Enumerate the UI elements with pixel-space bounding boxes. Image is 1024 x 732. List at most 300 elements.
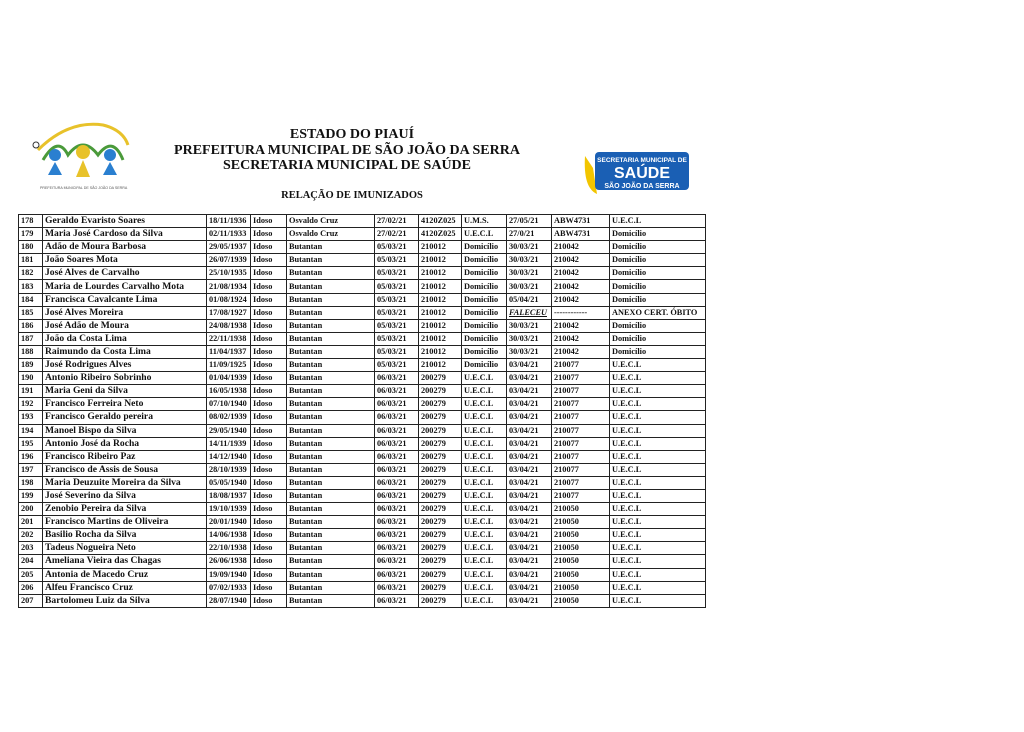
dose1-lot-cell: 4120Z025 — [419, 215, 462, 228]
patient-name-cell: João da Costa Lima — [43, 332, 207, 345]
dose1-date-cell: 05/03/21 — [375, 332, 419, 345]
dose1-location-cell: U.E.C.L — [462, 411, 507, 424]
dose1-date-cell: 06/03/21 — [375, 568, 419, 581]
patient-name-cell: Maria Deuzuite Moreira da Silva — [43, 476, 207, 489]
dose2-lot-cell: 210077 — [552, 398, 610, 411]
dose2-lot-cell: 210077 — [552, 463, 610, 476]
dose1-lot-cell: 200279 — [419, 385, 462, 398]
dose1-lot-cell: 200279 — [419, 411, 462, 424]
dose1-lot-cell: 210012 — [419, 280, 462, 293]
dose1-date-cell: 05/03/21 — [375, 306, 419, 319]
dose2-date-cell: 03/04/21 — [507, 372, 552, 385]
group-cell: Idoso — [251, 476, 287, 489]
dose1-date-cell: 05/03/21 — [375, 359, 419, 372]
vaccine-maker-cell: Butantan — [287, 581, 375, 594]
dose2-date-cell: 03/04/21 — [507, 489, 552, 502]
group-cell: Idoso — [251, 306, 287, 319]
dose1-location-cell: U.E.C.L — [462, 555, 507, 568]
patient-name-cell: Maria de Lourdes Carvalho Mota — [43, 280, 207, 293]
dose1-date-cell: 06/03/21 — [375, 411, 419, 424]
table-row — [19, 385, 706, 398]
vaccine-maker-cell: Butantan — [287, 503, 375, 516]
dose2-lot-cell: 210050 — [552, 542, 610, 555]
row-number-cell: 197 — [19, 463, 43, 476]
group-cell: Idoso — [251, 411, 287, 424]
table-row — [19, 463, 706, 476]
dose2-date-cell: 03/04/21 — [507, 411, 552, 424]
birth-date-cell: 22/11/1938 — [207, 332, 251, 345]
patient-name-cell: Francisco Ferreira Neto — [43, 398, 207, 411]
dose2-location-cell: U.E.C.L — [610, 568, 706, 581]
dose2-location-cell: U.E.C.L — [610, 542, 706, 555]
group-cell: Idoso — [251, 489, 287, 502]
dose2-date-cell: 03/04/21 — [507, 529, 552, 542]
patient-name-cell: Ameliana Vieira das Chagas — [43, 555, 207, 568]
dose2-lot-cell: 210042 — [552, 319, 610, 332]
patient-name-cell: Alfeu Francisco Cruz — [43, 581, 207, 594]
dose2-location-cell: U.E.C.L — [610, 450, 706, 463]
dose1-date-cell: 06/03/21 — [375, 398, 419, 411]
group-cell: Idoso — [251, 503, 287, 516]
birth-date-cell: 16/05/1938 — [207, 385, 251, 398]
row-number-cell: 191 — [19, 385, 43, 398]
vaccine-maker-cell: Butantan — [287, 568, 375, 581]
dose2-lot-cell: 210050 — [552, 594, 610, 607]
birth-date-cell: 21/08/1934 — [207, 280, 251, 293]
table-row — [19, 555, 706, 568]
dose1-lot-cell: 200279 — [419, 568, 462, 581]
birth-date-cell: 28/07/1940 — [207, 594, 251, 607]
patient-name-cell: José Rodrigues Alves — [43, 359, 207, 372]
dose2-location-cell: U.E.C.L — [610, 581, 706, 594]
dose2-lot-cell: ------------ — [552, 306, 610, 319]
dose2-lot-cell: 210077 — [552, 476, 610, 489]
dose1-location-cell: U.E.C.L — [462, 450, 507, 463]
dose1-date-cell: 06/03/21 — [375, 424, 419, 437]
dose1-date-cell: 05/03/21 — [375, 280, 419, 293]
row-number-cell: 195 — [19, 437, 43, 450]
table-row — [19, 332, 706, 345]
dose1-lot-cell: 210012 — [419, 254, 462, 267]
dose2-location-cell: U.E.C.L — [610, 529, 706, 542]
dose1-date-cell: 05/03/21 — [375, 293, 419, 306]
dose2-date-cell: 30/03/21 — [507, 241, 552, 254]
row-number-cell: 199 — [19, 489, 43, 502]
dose2-lot-cell: 210042 — [552, 267, 610, 280]
dose1-location-cell: Domicílio — [462, 267, 507, 280]
dose2-location-cell: Domicílio — [610, 254, 706, 267]
patient-name-cell: Antonio José da Rocha — [43, 437, 207, 450]
vaccine-maker-cell: Butantan — [287, 372, 375, 385]
dose1-date-cell: 06/03/21 — [375, 385, 419, 398]
birth-date-cell: 01/04/1939 — [207, 372, 251, 385]
row-number-cell: 192 — [19, 398, 43, 411]
row-number-cell: 196 — [19, 450, 43, 463]
row-number-cell: 202 — [19, 529, 43, 542]
group-cell: Idoso — [251, 555, 287, 568]
dose1-location-cell: Domicílio — [462, 280, 507, 293]
dose1-lot-cell: 200279 — [419, 450, 462, 463]
vaccine-maker-cell: Butantan — [287, 476, 375, 489]
dose2-lot-cell: 210050 — [552, 555, 610, 568]
row-number-cell: 187 — [19, 332, 43, 345]
dose2-location-cell: U.E.C.L — [610, 385, 706, 398]
patient-name-cell: Maria Geni da Silva — [43, 385, 207, 398]
group-cell: Idoso — [251, 359, 287, 372]
table-row — [19, 398, 706, 411]
dose2-location-cell: U.E.C.L — [610, 463, 706, 476]
dose1-location-cell: Domicílio — [462, 359, 507, 372]
birth-date-cell: 26/07/1939 — [207, 254, 251, 267]
table-row — [19, 424, 706, 437]
table-row — [19, 306, 706, 319]
dose2-location-cell: U.E.C.L — [610, 398, 706, 411]
patient-name-cell: José Severino da Silva — [43, 489, 207, 502]
dose2-date-cell: 30/03/21 — [507, 319, 552, 332]
health-secretariat-logo — [583, 148, 693, 198]
patient-name-cell: Basilio Rocha da Silva — [43, 529, 207, 542]
table-row — [19, 254, 706, 267]
table-row — [19, 280, 706, 293]
vaccine-maker-cell: Butantan — [287, 437, 375, 450]
vaccine-maker-cell: Butantan — [287, 555, 375, 568]
patient-name-cell: Francisco Ribeiro Paz — [43, 450, 207, 463]
dose1-location-cell: U.E.C.L — [462, 463, 507, 476]
birth-date-cell: 20/01/1940 — [207, 516, 251, 529]
dose1-date-cell: 06/03/21 — [375, 594, 419, 607]
dose1-date-cell: 06/03/21 — [375, 503, 419, 516]
dose1-lot-cell: 200279 — [419, 476, 462, 489]
row-number-cell: 185 — [19, 306, 43, 319]
birth-date-cell: 02/11/1933 — [207, 228, 251, 241]
dose1-lot-cell: 210012 — [419, 319, 462, 332]
dose1-date-cell: 05/03/21 — [375, 254, 419, 267]
dose1-location-cell: Domicílio — [462, 345, 507, 358]
dose1-location-cell: U.E.C.L — [462, 385, 507, 398]
patient-name-cell: Francisco de Assis de Sousa — [43, 463, 207, 476]
vaccine-maker-cell: Butantan — [287, 306, 375, 319]
dose2-date-cell: 05/04/21 — [507, 293, 552, 306]
patient-name-cell: José Alves Moreira — [43, 306, 207, 319]
birth-date-cell: 11/04/1937 — [207, 345, 251, 358]
dose1-date-cell: 06/03/21 — [375, 542, 419, 555]
dose2-date-cell: 03/04/21 — [507, 450, 552, 463]
table-row — [19, 215, 706, 228]
table-row — [19, 359, 706, 372]
dose1-lot-cell: 200279 — [419, 555, 462, 568]
table-row — [19, 241, 706, 254]
birth-date-cell: 11/09/1925 — [207, 359, 251, 372]
dose2-date-cell: 03/04/21 — [507, 437, 552, 450]
dose1-lot-cell: 200279 — [419, 594, 462, 607]
group-cell: Idoso — [251, 398, 287, 411]
dose1-date-cell: 05/03/21 — [375, 267, 419, 280]
table-row — [19, 503, 706, 516]
vaccine-maker-cell: Butantan — [287, 280, 375, 293]
row-number-cell: 203 — [19, 542, 43, 555]
table-row — [19, 489, 706, 502]
birth-date-cell: 14/12/1940 — [207, 450, 251, 463]
dose2-location-cell: Domicílio — [610, 319, 706, 332]
dose1-location-cell: U.E.C.L — [462, 476, 507, 489]
dose1-lot-cell: 200279 — [419, 581, 462, 594]
group-cell: Idoso — [251, 568, 287, 581]
row-number-cell: 204 — [19, 555, 43, 568]
patient-name-cell: Francisca Cavalcante Lima — [43, 293, 207, 306]
dose1-location-cell: U.E.C.L — [462, 228, 507, 241]
vaccine-maker-cell: Butantan — [287, 332, 375, 345]
patient-name-cell: Adão de Moura Barbosa — [43, 241, 207, 254]
group-cell: Idoso — [251, 215, 287, 228]
table-row — [19, 581, 706, 594]
vaccine-maker-cell: Butantan — [287, 529, 375, 542]
vaccine-maker-cell: Butantan — [287, 398, 375, 411]
group-cell: Idoso — [251, 463, 287, 476]
group-cell: Idoso — [251, 293, 287, 306]
dose1-lot-cell: 210012 — [419, 306, 462, 319]
dose2-date-cell: 03/04/21 — [507, 555, 552, 568]
dose2-date-cell: 30/03/21 — [507, 254, 552, 267]
dose1-lot-cell: 200279 — [419, 489, 462, 502]
birth-date-cell: 18/08/1937 — [207, 489, 251, 502]
group-cell: Idoso — [251, 319, 287, 332]
dose1-location-cell: U.E.C.L — [462, 516, 507, 529]
patient-name-cell: Raimundo da Costa Lima — [43, 345, 207, 358]
dose1-location-cell: U.E.C.L — [462, 503, 507, 516]
dose1-lot-cell: 4120Z025 — [419, 228, 462, 241]
patient-name-cell: Antonio Ribeiro Sobrinho — [43, 372, 207, 385]
vaccine-maker-cell: Osvaldo Cruz — [287, 215, 375, 228]
patient-name-cell: Bartolomeu Luiz da Silva — [43, 594, 207, 607]
immunized-table-body — [19, 215, 706, 608]
dose1-location-cell: U.E.C.L — [462, 568, 507, 581]
dose1-date-cell: 06/03/21 — [375, 372, 419, 385]
dose1-lot-cell: 200279 — [419, 503, 462, 516]
dose1-lot-cell: 210012 — [419, 241, 462, 254]
logo-right-line3: SÃO JOÃO DA SERRA — [604, 183, 680, 190]
birth-date-cell: 25/10/1935 — [207, 267, 251, 280]
dose2-date-cell: 27/05/21 — [507, 215, 552, 228]
dose2-lot-cell: 210042 — [552, 332, 610, 345]
vaccine-maker-cell: Butantan — [287, 319, 375, 332]
dose2-lot-cell: 210077 — [552, 424, 610, 437]
table-row — [19, 516, 706, 529]
patient-name-cell: Geraldo Evaristo Soares — [43, 215, 207, 228]
patient-name-cell: Francisco Martins de Oliveira — [43, 516, 207, 529]
dose1-location-cell: U.E.C.L — [462, 437, 507, 450]
row-number-cell: 184 — [19, 293, 43, 306]
dose2-location-cell: Domicílio — [610, 280, 706, 293]
dose2-location-cell: U.E.C.L — [610, 503, 706, 516]
dose2-date-cell: 03/04/21 — [507, 359, 552, 372]
birth-date-cell: 17/08/1927 — [207, 306, 251, 319]
dose2-date-cell: 03/04/21 — [507, 385, 552, 398]
row-number-cell: 188 — [19, 345, 43, 358]
dose2-location-cell: Domicílio — [610, 332, 706, 345]
group-cell: Idoso — [251, 372, 287, 385]
dose1-date-cell: 06/03/21 — [375, 529, 419, 542]
table-row — [19, 267, 706, 280]
vaccine-maker-cell: Butantan — [287, 241, 375, 254]
dose1-lot-cell: 200279 — [419, 372, 462, 385]
birth-date-cell: 24/08/1938 — [207, 319, 251, 332]
dose1-location-cell: Domicílio — [462, 241, 507, 254]
group-cell: Idoso — [251, 529, 287, 542]
row-number-cell: 200 — [19, 503, 43, 516]
dose1-date-cell: 27/02/21 — [375, 228, 419, 241]
table-row — [19, 293, 706, 306]
birth-date-cell: 01/08/1924 — [207, 293, 251, 306]
dose2-location-cell: Domicílio — [610, 345, 706, 358]
group-cell: Idoso — [251, 424, 287, 437]
dose1-lot-cell: 200279 — [419, 437, 462, 450]
vaccine-maker-cell: Butantan — [287, 489, 375, 502]
row-number-cell: 178 — [19, 215, 43, 228]
dose1-lot-cell: 210012 — [419, 293, 462, 306]
state-heading: ESTADO DO PIAUÍ — [289, 127, 415, 142]
patient-name-cell: José Adão de Moura — [43, 319, 207, 332]
patient-name-cell: Manoel Bispo da Silva — [43, 424, 207, 437]
dose2-date-cell: 03/04/21 — [507, 594, 552, 607]
group-cell: Idoso — [251, 332, 287, 345]
dose2-lot-cell: 210077 — [552, 359, 610, 372]
dose2-location-cell: U.E.C.L — [610, 476, 706, 489]
row-number-cell: 186 — [19, 319, 43, 332]
dose2-lot-cell: 210077 — [552, 385, 610, 398]
table-row — [19, 529, 706, 542]
dose1-date-cell: 06/03/21 — [375, 476, 419, 489]
dose2-location-cell: Domicílio — [610, 293, 706, 306]
dose1-location-cell: U.E.C.L — [462, 581, 507, 594]
dose1-lot-cell: 210012 — [419, 359, 462, 372]
group-cell: Idoso — [251, 437, 287, 450]
dose2-location-cell: Domicílio — [610, 267, 706, 280]
dose2-location-cell: U.E.C.L — [610, 215, 706, 228]
dose1-date-cell: 06/03/21 — [375, 450, 419, 463]
dose1-date-cell: 06/03/21 — [375, 555, 419, 568]
table-row — [19, 542, 706, 555]
dose2-location-cell: U.E.C.L — [610, 359, 706, 372]
table-row — [19, 228, 706, 241]
table-row — [19, 450, 706, 463]
row-number-cell: 189 — [19, 359, 43, 372]
dose2-date-cell: 03/04/21 — [507, 503, 552, 516]
group-cell: Idoso — [251, 228, 287, 241]
dose2-location-cell: U.E.C.L — [610, 555, 706, 568]
dose2-location-cell: U.E.C.L — [610, 489, 706, 502]
dose2-lot-cell: 210050 — [552, 581, 610, 594]
row-number-cell: 181 — [19, 254, 43, 267]
dose1-lot-cell: 200279 — [419, 516, 462, 529]
dose1-lot-cell: 200279 — [419, 398, 462, 411]
birth-date-cell: 14/06/1938 — [207, 529, 251, 542]
row-number-cell: 201 — [19, 516, 43, 529]
dose2-location-cell: Domicílio — [610, 228, 706, 241]
dose1-location-cell: Domicílio — [462, 254, 507, 267]
dose2-date-cell: 03/04/21 — [507, 463, 552, 476]
dose2-lot-cell: 210077 — [552, 489, 610, 502]
row-number-cell: 206 — [19, 581, 43, 594]
vaccine-maker-cell: Butantan — [287, 385, 375, 398]
vaccine-maker-cell: Butantan — [287, 254, 375, 267]
patient-name-cell: José Alves de Carvalho — [43, 267, 207, 280]
row-number-cell: 207 — [19, 594, 43, 607]
dose2-date-cell: 03/04/21 — [507, 516, 552, 529]
dose1-lot-cell: 210012 — [419, 332, 462, 345]
dose2-date-cell: 03/04/21 — [507, 398, 552, 411]
dose1-date-cell: 06/03/21 — [375, 437, 419, 450]
patient-name-cell: Zenobio Pereira da Silva — [43, 503, 207, 516]
row-number-cell: 182 — [19, 267, 43, 280]
logo-right-line1: SECRETARIA MUNICIPAL DE — [597, 157, 687, 164]
dose2-location-cell: U.E.C.L — [610, 516, 706, 529]
dose1-date-cell: 27/02/21 — [375, 215, 419, 228]
dose1-date-cell: 06/03/21 — [375, 489, 419, 502]
vaccine-maker-cell: Osvaldo Cruz — [287, 228, 375, 241]
dose1-lot-cell: 200279 — [419, 542, 462, 555]
row-number-cell: 190 — [19, 372, 43, 385]
dose2-location-cell: U.E.C.L — [610, 372, 706, 385]
dose1-location-cell: U.E.C.L — [462, 489, 507, 502]
dose1-lot-cell: 210012 — [419, 267, 462, 280]
row-number-cell: 179 — [19, 228, 43, 241]
table-row — [19, 568, 706, 581]
birth-date-cell: 07/10/1940 — [207, 398, 251, 411]
dose2-date-cell: 03/04/21 — [507, 424, 552, 437]
dose2-lot-cell: 210050 — [552, 529, 610, 542]
group-cell: Idoso — [251, 450, 287, 463]
dose2-lot-cell: 210042 — [552, 293, 610, 306]
dose2-lot-cell: 210077 — [552, 450, 610, 463]
table-row — [19, 437, 706, 450]
group-cell: Idoso — [251, 280, 287, 293]
dose1-location-cell: U.E.C.L — [462, 594, 507, 607]
dose1-location-cell: U.E.C.L — [462, 372, 507, 385]
table-row — [19, 372, 706, 385]
group-cell: Idoso — [251, 516, 287, 529]
dose2-location-cell: ANEXO CERT. ÓBITO — [610, 306, 706, 319]
dose1-date-cell: 05/03/21 — [375, 241, 419, 254]
dose1-date-cell: 06/03/21 — [375, 463, 419, 476]
dose2-lot-cell: 210042 — [552, 280, 610, 293]
dose2-date-cell: 30/03/21 — [507, 280, 552, 293]
dose2-date-cell: 03/04/21 — [507, 568, 552, 581]
dose2-lot-cell: 210042 — [552, 254, 610, 267]
dose2-location-cell: U.E.C.L — [610, 411, 706, 424]
dose1-location-cell: U.E.C.L — [462, 424, 507, 437]
dose2-lot-cell: 210077 — [552, 437, 610, 450]
vaccine-maker-cell: Butantan — [287, 345, 375, 358]
row-number-cell: 180 — [19, 241, 43, 254]
dose1-date-cell: 05/03/21 — [375, 319, 419, 332]
dose1-lot-cell: 200279 — [419, 463, 462, 476]
logo-right-line2: SAÚDE — [613, 165, 671, 182]
row-number-cell: 194 — [19, 424, 43, 437]
dose1-date-cell: 06/03/21 — [375, 516, 419, 529]
dose2-date-cell: 03/04/21 — [507, 476, 552, 489]
dose2-lot-cell: 210050 — [552, 568, 610, 581]
row-number-cell: 183 — [19, 280, 43, 293]
birth-date-cell: 14/11/1939 — [207, 437, 251, 450]
secretariat-heading: SECRETARIA MUNICIPAL DE SAÚDE — [222, 158, 472, 173]
birth-date-cell: 18/11/1936 — [207, 215, 251, 228]
dose2-lot-cell: ABW4731 — [552, 215, 610, 228]
report-title: RELAÇÃO DE IMUNIZADOS — [281, 190, 423, 201]
dose1-location-cell: Domicílio — [462, 306, 507, 319]
dose2-lot-cell: 210042 — [552, 241, 610, 254]
group-cell: Idoso — [251, 581, 287, 594]
dose2-date-cell: 27/0/21 — [507, 228, 552, 241]
